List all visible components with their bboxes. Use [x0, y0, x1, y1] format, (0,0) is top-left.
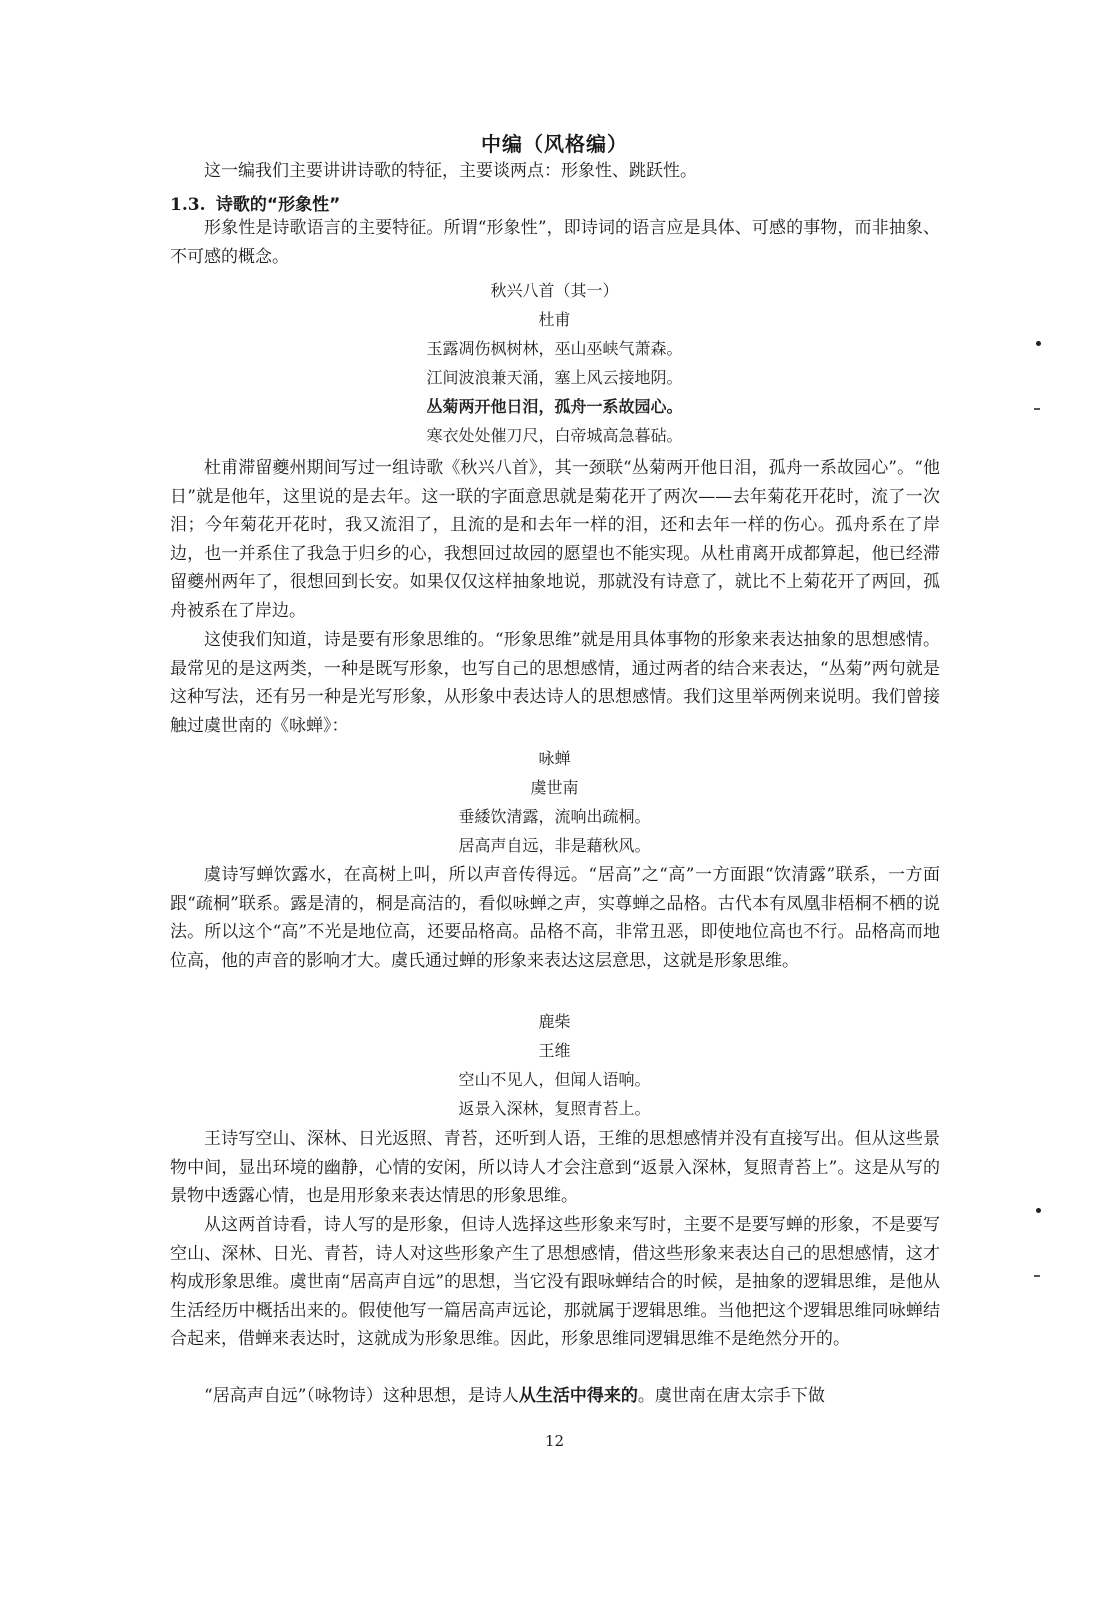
definition-paragraph: 形象性是诗歌语言的主要特征。所谓“形象性”，即诗词的语言应是具体、可感的事物，而非抽象、不可感的概念。 [170, 218, 940, 267]
scan-dash-mark [1034, 408, 1040, 410]
poem-title: 鹿柴 [538, 1012, 571, 1031]
compare-paragraph: 从这两首诗看，诗人写的是形象，但诗人选择这些形象来写时，主要不是要写蝉的形象，不是要写空山、深林、日光、青苔，诗人对这些形象产生了思想感情，借这些形象来表达自己的思想感情，这才构成形象思维。虞世南“居高声自远”的思想，当它没有跟咏蝉结合的时候，是抽象的逻辑思维，是他从生活经历中概括出来的。假使他写一篇居高声远论，那就属于逻辑思维。当他把这个逻辑思维同咏蝉结合起来，借蝉来表达时，这就成为形象思维。因此，形象思维同逻辑思维不是绝然分开的。 [170, 1215, 940, 1349]
closing-text-end: 。虞世南在唐太宗手下做 [637, 1386, 825, 1406]
poem-line: 居高声自远，非是藉秋风。 [458, 836, 651, 855]
page-number: 12 [544, 1432, 565, 1450]
yu-paragraph: 虞诗写蝉饮露水，在高树上叫，所以声音传得远。“居高”之“高”一方面跟“饮清露”联系，一方面跟“疏桐”联系。露是清的，桐是高洁的，看似咏蝉之声，实尊蝉之品格。古代本有凤凰非梧桐不栖的说法。所以这个“高”不光是地位高，还要品格高。品格不高，非常丑恶，即使地位高也不行。品格高而地位高，他的声音的影响才大。虞氏通过蝉的形象来表达这层意思，这就是形象思维。 [170, 865, 940, 971]
poem-qiuxing [0, 276, 1109, 450]
poem-line: 垂緌饮清露，流响出疏桐。 [458, 807, 651, 826]
poem-line: 寒衣处处催刀尺，白帝城高急暮砧。 [426, 426, 683, 445]
section-number: 1.3. [170, 195, 206, 215]
poem-line: 返景入深林，复照青苔上。 [458, 1099, 651, 1118]
scan-dot-mark [1036, 341, 1041, 346]
wang-paragraph: 王诗写空山、深林、日光返照、青苔，还听到人语，王维的思想感情并没有直接写出。但从这些景物中间，显出环境的幽静，心情的安闲，所以诗人才会注意到“返景入深林，复照青苔上”。这是从写的景物中透露心情，也是用形象来表达情思的形象思维。 [170, 1129, 940, 1206]
image-thinking-paragraph: 这使我们知道，诗是要有形象思维的。“形象思维”就是用具体事物的形象来表达抽象的思想感情。最常见的是这两类，一种是既写形象，也写自己的思想感情，通过两者的结合来表达，“丛菊”两句就是这种写法，还有另一种是光写形象，从形象中表达诗人的思想感情。我们这里举两例来说明。我们曾接触过虞世南的《咏蝉》： [170, 630, 940, 736]
poem-luzhai [0, 1007, 1109, 1123]
poem-author: 王维 [538, 1041, 571, 1060]
poem-title: 秋兴八首（其一） [490, 281, 619, 300]
poem-line: 江间波浪兼天涌，塞上风云接地阴。 [426, 368, 683, 387]
intro-paragraph: 这一编我们主要讲讲诗歌的特征，主要谈两点：形象性、跳跃性。 [204, 161, 697, 181]
closing-paragraph [170, 1382, 940, 1411]
poem-title: 咏蝉 [538, 749, 571, 768]
poem-line: 玉露凋伤枫树林，巫山巫峡气萧森。 [426, 339, 683, 358]
poem-yongchan [0, 744, 1109, 860]
chapter-title: 中编（风格编） [481, 132, 628, 156]
poem-author: 虞世南 [530, 778, 579, 797]
closing-text-start: “居高声自远”（咏物诗）这种思想，是诗人 [204, 1386, 519, 1406]
poem-line-highlighted: 丛菊两开他日泪，孤舟一系故园心。 [426, 397, 683, 416]
poem-line: 空山不见人，但闻人语响。 [458, 1070, 651, 1089]
closing-text-bold: 从生活中得来的 [518, 1386, 638, 1406]
scan-dash-mark [1034, 1275, 1040, 1277]
scan-dot-mark [1036, 1208, 1041, 1213]
section-title: 诗歌的“形象性” [215, 195, 341, 215]
dufu-paragraph: 杜甫滞留夔州期间写过一组诗歌《秋兴八首》，其一颈联“丛菊两开他日泪，孤舟一系故园心”。“他日”就是他年，这里说的是去年。这一联的字面意思就是菊花开了两次——去年菊花开花时，流了一次泪；今年菊花开花时，我又流泪了，且流的是和去年一样的泪，还和去年一样的伤心。孤舟系在了岸边，也一并系住了我急于归乡的心，我想回过故园的愿望也不能实现。从杜甫离开成都算起，他已经滞留夔州两年了，很想回到长安。如果仅仅这样抽象地说，那就没有诗意了，就比不上菊花开了两回，孤舟被系在了岸边。 [170, 458, 940, 621]
section-heading [170, 190, 340, 215]
poem-author: 杜甫 [538, 310, 571, 329]
